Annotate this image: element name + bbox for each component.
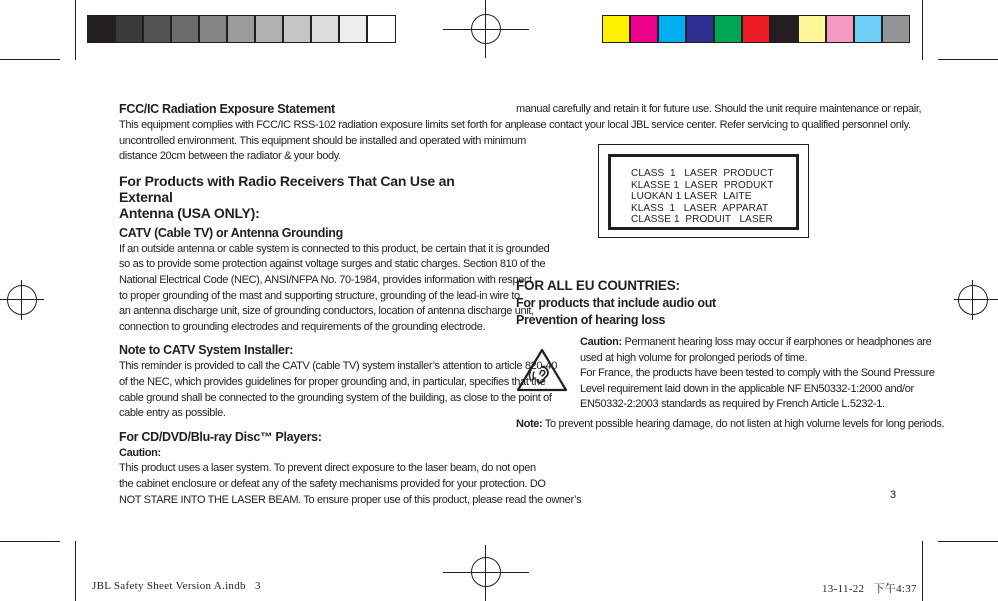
- crop-mark: [75, 0, 76, 60]
- disc-players-paragraph: Caution: This product uses a laser system. To prevent direct exposure to the laser beam, do not open the cabinet enclosure or defeat any of the safety mechanisms provided for your protection. DO NOT STARE INTO THE LASER BEAM. To ensure proper use of this product, please read the owner’s: [119, 446, 582, 506]
- catv-installer-heading: Note to CATV System Installer:: [119, 343, 294, 358]
- gray-swatch: [339, 15, 367, 43]
- laser-product-label: CLASS 1 LASER PRODUCT KLASSE 1 LASER PRODUKT LUOKAN 1 LASER LAITE KLASS 1 LASER APPARAT CLASSE 1 PRODUIT LASER: [608, 154, 799, 230]
- color-swatch: [882, 15, 910, 43]
- color-swatch: [658, 15, 686, 43]
- registration-mark-icon: [471, 557, 501, 587]
- gray-swatch: [227, 15, 255, 43]
- crop-mark: [922, 541, 923, 601]
- gray-swatch: [367, 15, 396, 43]
- fcc-paragraph: This equipment complies with FCC/IC RSS-102 radiation exposure limits set forth for an uncontrolled environment. This equipment should be installed and operated with minimum distance 20cm between the radiator & your body.: [119, 119, 526, 163]
- color-swatch: [854, 15, 882, 43]
- caution-label: Caution:: [119, 446, 161, 459]
- left-column: [119, 102, 582, 508]
- registration-mark-icon: [471, 14, 501, 44]
- radio-receivers-heading: For Products with Radio Receivers That Can Use an External Antenna (USA ONLY):: [119, 172, 455, 221]
- gray-swatch: [255, 15, 283, 43]
- audio-out-heading: For products that include audio out: [516, 296, 716, 310]
- page-number: 3: [890, 489, 896, 501]
- gray-swatch: [87, 15, 115, 43]
- footer-file-name: JBL Safety Sheet Version A.indb 3: [92, 580, 261, 592]
- fcc-heading: FCC/IC Radiation Exposure Statement: [119, 102, 335, 116]
- color-swatch: [602, 15, 630, 43]
- hearing-caution-paragraph: Caution: Permanent hearing loss may occur if earphones or headphones are used at high volume for prolonged periods of time. For France, the products have been tested to comply with the Sound Pressure Level requirement laid down in the applicable NF EN50332-1:2000 and/or EN50332-2:2003 standards as required by French Article L.5232-1.: [580, 336, 935, 411]
- gray-swatch: [311, 15, 339, 43]
- color-swatch: [798, 15, 826, 43]
- gray-swatch: [143, 15, 171, 43]
- catv-grounding-heading: CATV (Cable TV) or Antenna Grounding: [119, 225, 343, 240]
- color-swatch: [686, 15, 714, 43]
- hearing-damage-warning-icon: [515, 347, 569, 393]
- crop-mark: [75, 541, 76, 601]
- color-swatch: [630, 15, 658, 43]
- disc-players-heading: For CD/DVD/Blu-ray Disc™ Players:: [119, 429, 322, 444]
- color-swatch: [742, 15, 770, 43]
- footer-timestamp: 13-11-22 下午4:37: [822, 583, 917, 595]
- note-label: Note:: [516, 418, 543, 430]
- crop-mark: [938, 59, 998, 60]
- gray-swatch: [171, 15, 199, 43]
- hearing-note-paragraph: Note: To prevent possible hearing damage, do not listen at high volume levels for long periods.: [516, 418, 945, 430]
- crop-mark: [0, 59, 60, 60]
- catv-installer-paragraph: This reminder is provided to call the CATV (cable TV) system installer’s attention to article 820-40 of the NEC, which provides guidelines for proper grounding and, in particular, specifies that the cable ground shall be connected to the grounding system of the building, as close to the point of cable entry as possible.: [119, 360, 558, 420]
- color-swatch: [770, 15, 798, 43]
- registration-mark-icon: [958, 285, 988, 315]
- hearing-loss-heading: Prevention of hearing loss: [516, 313, 666, 327]
- color-swatch: [714, 15, 742, 43]
- catv-grounding-paragraph: If an outside antenna or cable system is connected to this product, be certain that it is grounded so as to provide some protection against voltage surges and static charges. Section 810 of the National Electrical Code (NEC), ANSI/NFPA No. 70-1984, provides information with respect to proper grounding of the mast and supporting structure, grounding of the lead-in wire to an antenna discharge unit, size of grounding conductors, location of antenna discharge unit, connection to grounding electrodes and requirements of the grounding electrode.: [119, 242, 550, 333]
- crop-mark: [922, 0, 923, 60]
- eu-countries-heading: FOR ALL EU COUNTRIES:: [516, 278, 680, 293]
- continued-paragraph: manual carefully and retain it for future use. Should the unit require maintenance or repair, please contact your local JBL service center. Refer servicing to qualified personnel only.: [516, 103, 922, 131]
- gray-swatch: [199, 15, 227, 43]
- color-swatch: [826, 15, 854, 43]
- gray-swatch: [115, 15, 143, 43]
- crop-mark: [938, 541, 998, 542]
- crop-mark: [0, 541, 60, 542]
- caution-label: Caution:: [580, 336, 622, 348]
- gray-swatch: [283, 15, 311, 43]
- registration-mark-icon: [7, 285, 37, 315]
